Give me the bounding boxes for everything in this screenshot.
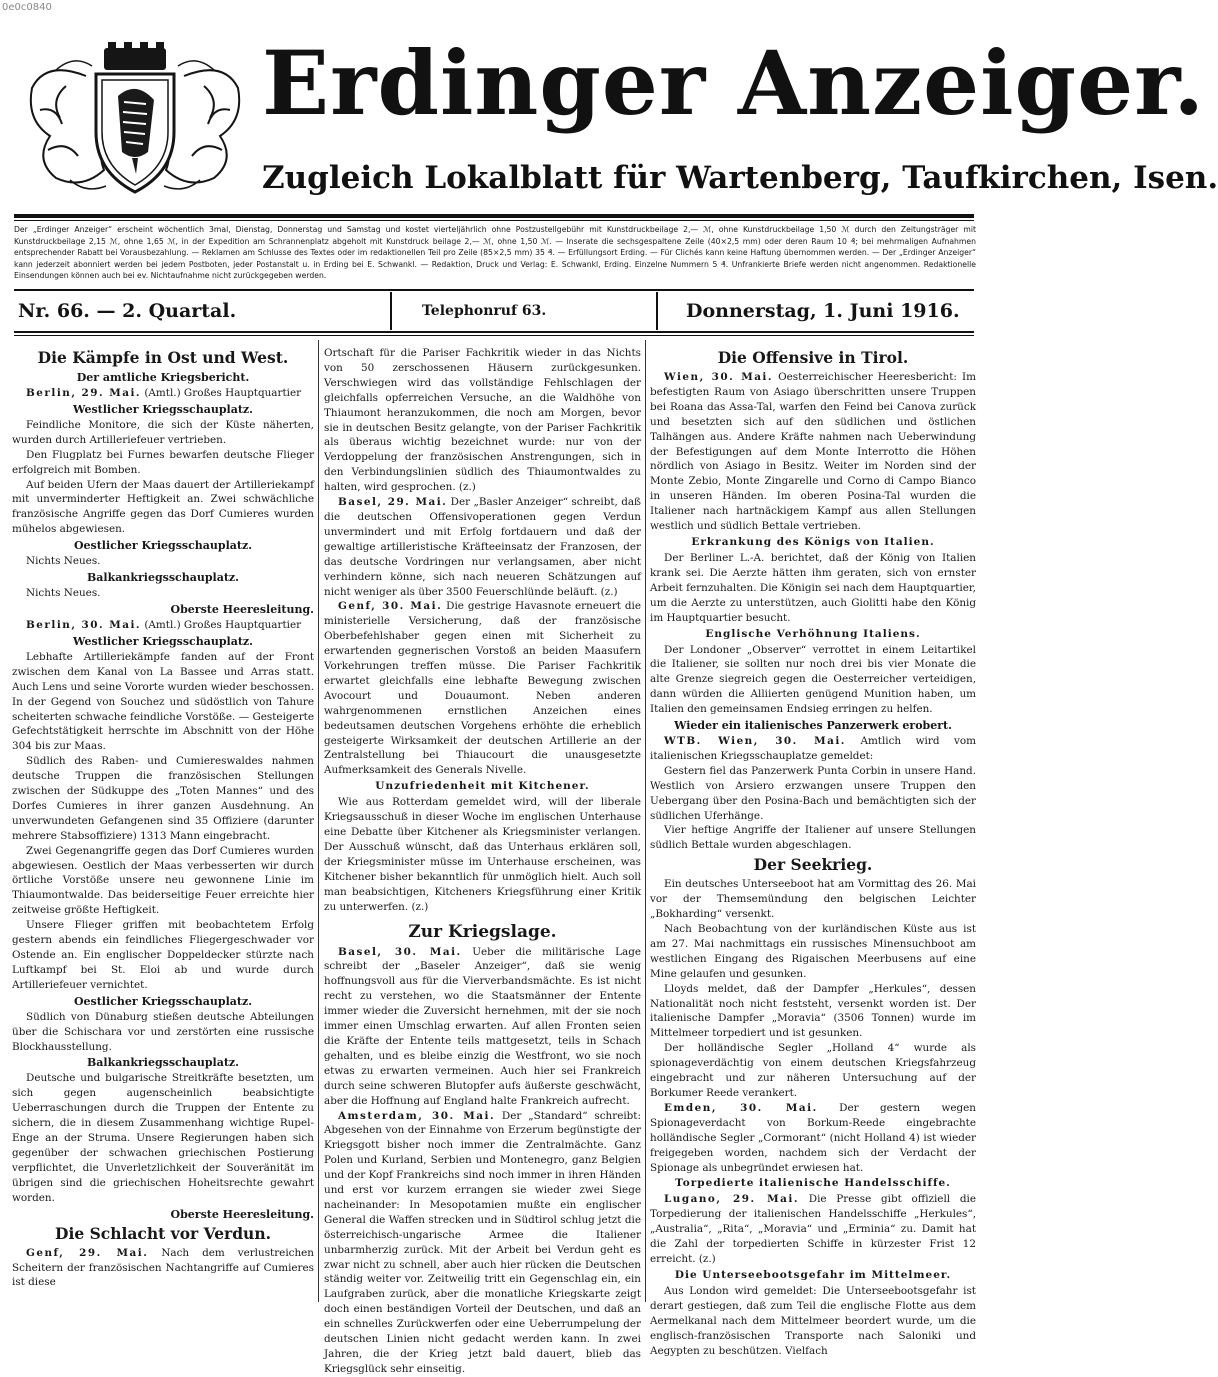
column-3 (650, 346, 976, 1357)
masthead-rule-thin (14, 220, 974, 221)
dateline: WTB. Wien, 30. Mai. (664, 735, 846, 748)
dateline: Genf, 29. Mai. (26, 1246, 149, 1259)
issue-infobar (14, 292, 976, 330)
masthead-rule-top (14, 214, 974, 218)
paragraph-text: Die gestrige Havasnote erneuert die ministerielle Versicherung, daß der französische Oberbefehlshaber gegen einen mit Sicherheit zu erwartenden gegnerischen Vorstoß an beiden Maasufern Vorkehrungen treffen müsse. Die Pariser Fachkritik erwartet gleichfalls eine lebhafte Bewegung zwischen Avocourt und Douaumont. Neben anderen wahrgenommenen ernstlichen Anzeichen eines bedeutsamen deutschen Vorgehens erhöhte die erheblich gesteigerte Wirksamkeit der deutschen Artillerie an der Zentralstellung bei Thiaucourt die unausgesetzte Aufmerksamkeit des Generals Nivelle. (324, 600, 641, 777)
subhead-war-report: Der amtliche Kriegsbericht. (76, 371, 250, 384)
article-paragraph: Nichts Neues. (26, 555, 101, 568)
article-paragraph (12, 386, 314, 401)
article-paragraph (650, 370, 976, 534)
subhead-torpedoed-ships: Torpedierte italienische Handelsschiffe. (675, 1177, 951, 1190)
dateline: Genf, 30. Mai. (338, 600, 443, 613)
subhead-western-front: Westlicher Kriegsschauplatz. (73, 634, 253, 648)
paragraph-text: (Amtl.) Großes Hauptquartier (144, 387, 302, 399)
subhead-kitchener: Unzufriedenheit mit Kitchener. (375, 780, 590, 793)
subhead-army-command: Oberste Heeresleitung. (170, 1207, 314, 1221)
subhead-king-illness: Erkrankung des Königs von Italien. (691, 535, 935, 548)
article-paragraph: Gestern fiel das Panzerwerk Punta Corbin in unsere Hand. Westlich von Arsiero erzwangen unsere Truppen den Uebergang über den Posina-Bach und bemächtigten sich der südlichen Uferhänge. (650, 764, 976, 822)
telephone-number: Telephonruf 63. (422, 303, 547, 319)
masthead-title: Erdinger Anzeiger. (262, 31, 1205, 135)
article-paragraph: Lloyds meldet, daß der Dampfer „Herkules“, dessen Nationalität noch nicht feststeht, versenkt worden ist. Der italienische Dampfer „Moravia“ (3506 Tonnen) wurde im Mittelmeer torpediert und ist gesunken. (650, 982, 976, 1040)
article-paragraph: Auf beiden Ufern der Maas dauert der Artilleriekampf mit unverminderter Heftigkeit an. Zwei schwächliche französische Angriffe gegen das Dorf Cumieres wurden mühelos abgewiesen. (12, 478, 314, 536)
scan-id: 0e0c0840 (2, 2, 52, 13)
subhead-army-command: Oberste Heeresleitung. (170, 602, 314, 616)
paragraph-text: Der „Basler Anzeiger“ schreibt, daß die deutschen Offensivoperationen gegen Verdun unvermindert und mit Erfolg fortdauern und daß der gewaltige artilleristische Kräfteeinsatz der Franzosen, der das deutsche Vordringen nur verlangsamen, aber nicht verhindern könne, sich nach neueren Schätzungen auf nicht weniger als über 3500 Feuerschlünde beläuft. (z.) (324, 496, 641, 598)
subhead-english-mockery: Englische Verhöhnung Italiens. (705, 627, 921, 640)
article-paragraph: Ein deutsches Unterseeboot hat am Vormittag des 26. Mai vor der Themsemündung den belgischen Leichter „Bokharding“ versenkt. (650, 878, 976, 921)
article-paragraph (650, 734, 976, 764)
article-paragraph: Der Londoner „Observer“ verrottet in einem Leitartikel die Italiener, sie sollten nur noch drei bis vier Monate die alte Grenze siegreich gegen die Oesterreicher verteidigen, dann würden die Alliierten genügend Munition haben, um Italien den gemeinsamen Endsieg erringen zu helfen. (650, 643, 976, 716)
dateline: Berlin, 29. Mai. (26, 387, 142, 399)
headline-war-situation: Zur Kriegslage. (408, 921, 557, 942)
infobar-rule-bottom-thin (14, 335, 974, 336)
dateline: Lugano, 29. Mai. (664, 1193, 799, 1206)
paragraph-text: Ueber die militärische Lage schreibt der „Baseler Anzeiger“, daß sie wenig hoffnungsvoll aus für die Vierverbandsmächte. Es ist nicht recht zu verstehen, wo die Staatsmänner der Entente immer wieder die Zuversicht hernehmen, mit der sie noch immer einen Umschlag erwarten. Auf allen Fronten seien die Kräfte der Entente teils mattgesetzt, teils in Schach gehalten, und es bleibe einzig die Westfront, wo sie noch etwas zu erwarten vermeinen. Auch hier sei Frankreich durch seine schweren Blutopfer aufs äußerste geschwächt, aber die Hoffnung auf England halte Frankreich aufrecht. (324, 945, 641, 1107)
headline-east-west: Die Kämpfe in Ost und West. (37, 348, 289, 367)
infobar-rule-bottom (14, 331, 974, 333)
subhead-eastern-front: Oestlicher Kriegsschauplatz. (73, 994, 253, 1008)
article-paragraph: Südlich des Raben- und Cumiereswaldes nahmen deutsche Truppen die französischen Stellungen zwischen der Südkuppe des „Toten Mannes“ und des Dorfes Cumieres in ihrer ganzen Ausdehnung. An unverwundeten Gefangenen sind 35 Offiziere (darunter mehrere Stabsoffiziere) 1313 Mann eingebracht. (12, 755, 314, 842)
issue-number: Nr. 66. — 2. Quartal. (18, 300, 237, 322)
article-paragraph: Lebhafte Artilleriekämpfe fanden auf der Front zwischen dem Kanal von La Bassee und Arras statt. Auch Lens und seine Vororte wurden wieder beschossen. In der Gegend von Souchez und südöstlich von Tahure scheiterten schwache feindliche Vorstöße. — Gesteigerte Gefechtstätigkeit herrschte im Abschnitt von der Höhe 304 bis zur Maas. (12, 650, 314, 753)
dateline: Amsterdam, 30. Mai. (338, 1109, 496, 1122)
masthead-subtitle: Zugleich Lokalblatt für Wartenberg, Taufkirchen, Isen. (262, 160, 1218, 196)
article-paragraph: Deutsche und bulgarische Streitkräfte besetzten, um sich gegen augenscheinlich beabsichtigte Ueberraschungen durch die Truppen der Entente zu sichern, die in diesem Zusammenhang wichtige Rupel-Enge an der Struma. Unsere Regierungen haben sich gegenüber der schwachen griechischen Postierung verpflichtet, die Unverletzlichkeit der Souveränität im übrigen sind die griechischen Hoheitsrechte gewahrt worden. (12, 1072, 314, 1204)
dateline: Basel, 29. Mai. (338, 496, 448, 509)
column-divider-2 (645, 340, 646, 1302)
subhead-balkan-front: Balkankriegsschauplatz. (87, 1056, 239, 1070)
paragraph-text: Amtlich wird vom italienischen Kriegsschauplatze gemeldet: (650, 735, 976, 762)
column-1 (12, 346, 314, 1301)
subhead-submarine-danger: Die Unterseebootsgefahr im Mittelmeer. (674, 1268, 952, 1281)
article-paragraph (324, 1109, 641, 1377)
article-paragraph: Ortschaft für die Pariser Fachkritik wieder in das Nichts von 50 zerschossenen Häusern zurückgesunken. Verschwiegen wird das vollständige Fehlschlagen der gleichfalls opferreichen Versuche, an die Waldhöhe von Thiaumont heranzukommen, die noch am Morgen, bevor sie in deutschen Besitz gelangte, von der Pariser Fachkritik als überaus wichtig bezeichnet wurde: nur von der Verdoppelung der französischen Anstrengungen, sich in den Verbindungslinien südlich des Thiaumontwaldes zu halten, wird gesprochen. (z.) (324, 347, 641, 494)
subscription-notice: Der „Erdinger Anzeiger“ erscheint wöchentlich 3mal, Dienstag, Donnerstag und Samstag und kostet vierteljährlich ohne Postzustellgebühr mit Kunstdruckbeilage 2,— ℳ, ohne Kunstdruckbeilage 1,50 ℳ durch den Zeitungsträger mit Kunstdruckbeilage 2,15 ℳ, ohne 1,65 ℳ, in der Expedition am Schrannenplatz abgeholt mit Kunstdruck beilage 2,— ℳ, ohne 1,50 ℳ. — Inserate die sechsgespaltene Zeile (40×2,5 mm) oder deren Raum 10 ₰; bei mehrmaligen Aufnahmen entsprechender Rabatt bei Vorausbezahlung. — Reklamen am Schlusse des Textes oder im redaktionellen Teil pro Zeile (85×2,5 mm) 35 ₰. — Erfüllungsort Erding. — Für Clichés kann keine Haftung übernommen werden. — Der „Erdinger Anzeiger“ kann jederzeit abonniert werden bei jedem Postboten, jeder Postanstalt u. in Erding bei E. Schwankl. — Redaktion, Druck und Verlag: E. Schwankl, Erding. Einzelne Nummern 5 ₰. Unfrankierte Briefe werden nicht angenommen. Redaktionelle Einsendungen können auch bei ev. Nichtaufnahme nicht zurückgegeben werden. (14, 225, 976, 281)
subhead-balkan-front: Balkankriegsschauplatz. (87, 571, 239, 585)
article-paragraph (650, 1101, 976, 1176)
column-2 (324, 346, 641, 1375)
article-paragraph (650, 1192, 976, 1267)
article-paragraph: Zwei Gegenangriffe gegen das Dorf Cumieres wurden abgewiesen. Oestlich der Maas verbesserten wir durch örtliche Vorstöße unsere neu gewonnene Linie im Thiaumontwalde. Das beiderseitige Feuer erreichte hier zeitweise größte Heftigkeit. (12, 844, 314, 917)
article-paragraph: Wie aus Rotterdam gemeldet wird, will der liberale Kriegsausschuß in dieser Woche im englischen Unterhause eine Debatte über Kitchener als Kriegsminister verlangen. Der Ausschuß wünscht, daß das Unterhaus erklären soll, der Kriegsminister müsse im Unterhause erscheinen, was Kitchener bisher bekanntlich für unmöglich hielt. Auch soll man beabsichtigen, Kitcheners Kriegsführung einer Kritik zu unterwerfen. (z.) (324, 796, 641, 913)
article-paragraph (12, 618, 314, 633)
column-divider-1 (318, 340, 319, 1302)
paragraph-text: Die Presse gibt offiziell die Torpedierung der italienischen Handelsschiffe „Herkules“, „Australia“, „Rita“, „Moravia“ und „Erminia“ zu. Damit hat die Zahl der torpedierten Schiffe in kürzester Frist 12 erreicht. (z.) (650, 1193, 976, 1266)
paragraph-text: Oesterreichischer Heeresbericht: Im befestigten Raum von Asiago überschritten unsere Truppen bei Roana das Assa-Tal, warfen den Feind bei Canova zurück und besetzten sich auf den südlichen und östlichen Talhängen aus. Andere Kräfte nahmen nach Ueberwindung der Befestigungen auf dem Monte Interrotto die Höhen nördlich von Asiago in Besitz. Weiter im Norden sind der Monte Zebio, Monte Zingarelle und Corno di Campo Bianco in unseren Händen. Im oberen Posina-Tal wurden die Italiener nach hartnäckigem Kampf aus allen Stellungen westlich und südlich Bettale vertrieben. (650, 371, 976, 533)
article-paragraph: Den Flugplatz bei Furnes bewarfen deutsche Flieger erfolgreich mit Bomben. (12, 448, 314, 476)
headline-naval-war: Der Seekrieg. (753, 855, 873, 875)
headline-verdun: Die Schlacht vor Verdun. (55, 1223, 271, 1243)
paragraph-text: Der gestern wegen Spionageverdacht von Borkum-Reede eingebrachte holländische Segler „Cormorant“ (nicht Holland 4) ist wieder freigegeben worden, nachdem sich der Verdacht der Spionage als unbegründet erwiesen hat. (650, 1101, 976, 1174)
article-paragraph: Der Berliner L.-A. berichtet, daß der König von Italien krank sei. Die Aerzte hätten ihm geraten, sich von ernster Arbeit fernzuhalten. Die Königin sei nach dem Hauptquartier, um die Aerzte zu unterstützen, auch Giolitti habe den König im Hauptquartier besucht. (650, 551, 976, 624)
infobar-divider-2 (656, 292, 658, 330)
coat-of-arms-logo (26, 40, 244, 198)
article-paragraph (324, 945, 641, 1109)
infobar-rule-top (14, 289, 974, 291)
subhead-eastern-front: Oestlicher Kriegsschauplatz. (73, 539, 253, 553)
subhead-western-front: Westlicher Kriegsschauplatz. (73, 402, 253, 416)
article-paragraph: Der holländische Segler „Holland 4“ wurde als spionageverdächtig von einem deutschen Kriegsfahrzeug eingebracht und zur näheren Untersuchung auf der Borkumer Reede verankert. (650, 1042, 976, 1099)
article-paragraph (324, 495, 641, 599)
headline-tirol-offensive: Die Offensive in Tirol. (717, 348, 909, 367)
dateline: Emden, 30. Mai. (664, 1101, 818, 1114)
article-paragraph: Aus London wird gemeldet: Die Unterseebootsgefahr ist derart gestiegen, daß zum Teil die englische Flotte aus dem Aermelkanal nach dem Mittelmeer beordert wurde, um die englisch-französischen Transporte nach Saloniki und Aegypten zu beschützen. Vielfach (650, 1284, 976, 1357)
article-paragraph (324, 599, 641, 778)
dateline: Wien, 30. Mai. (664, 371, 773, 383)
paragraph-text: (Amtl.) Großes Hauptquartier (144, 618, 302, 631)
issue-date: Donnerstag, 1. Juni 1916. (686, 300, 960, 322)
paragraph-text: Der „Standard“ schreibt: Abgesehen von der Einnahme von Erzerum begünstigte der Kriegsgott bisher noch immer die Zentralmächte. Ganz Polen und Kurland, Serbien und Montenegro, ganz Belgien und der Kopf Frankreichs sind noch immer in ihren Händen und erst vor kurzem errangen sie wieder zwei Siege nacheinander: In Mesopotamien mußte ein englischer General die Waffen strecken und in Südtirol schlug jetzt die österreichisch-ungarische Armee die Italiener unbarmherzig zurück. Mit der Arbeit bei Verdun geht es zwar nicht zu schnell, aber auch hier rücken die Deutschen ständig weiter vor. Zeitweilig tritt ein Gegenschlag ein, ein Laufgraben zurück, aber die monatliche Kriegskarte zeigt doch einen beständigen Vorteil der Deutschen, und daß an ein schnelles Zurückwerfen oder eine Ueberrumpelung der deutschen Linien nicht gedacht werden kann. In zwei Jahren, die der Krieg jetzt bald dauert, blieb das Kriegsglück sehr einseitig. (324, 1109, 641, 1375)
article-paragraph: Unsere Flieger griffen mit beobachtetem Erfolg gestern abends ein feindliches Fliegergeschwader vor Ostende an. Ein englischer Doppeldecker stürzte nach Luftkampf bei St. Eloi ab und wurde durch Artilleriefeuer vernichtet. (12, 919, 314, 991)
article-paragraph: Feindliche Monitore, die sich der Küste näherten, wurden durch Artilleriefeuer vertrieben. (12, 418, 314, 446)
infobar-divider-1 (390, 292, 392, 330)
paragraph-text: Nach dem verlustreichen Scheitern der französischen Nachtangriffe auf Cumieres ist diese (12, 1246, 314, 1289)
article-paragraph: Nach Beobachtung von der kurländischen Küste aus ist am 27. Mai nachmittags ein russisches Minensuchboot am westlichen Eingang des Rigaischen Meerbusens auf eine Mine gelaufen und gesunken. (650, 923, 976, 980)
article-paragraph: Nichts Neues. (26, 587, 101, 600)
article-paragraph (12, 1246, 314, 1291)
article-paragraph: Vier heftige Angriffe der Italiener auf unsere Stellungen südlich Bettale wurden abgeschlagen. (650, 824, 976, 852)
dateline: Berlin, 30. Mai. (26, 618, 142, 631)
article-paragraph: Südlich von Dünaburg stießen deutsche Abteilungen über die Schischara vor und zerstörten eine russische Blockhausstellung. (12, 1010, 314, 1053)
subhead-armored-fort: Wieder ein italienisches Panzerwerk erobert. (674, 719, 952, 733)
dateline: Basel, 30. Mai. (338, 945, 462, 958)
